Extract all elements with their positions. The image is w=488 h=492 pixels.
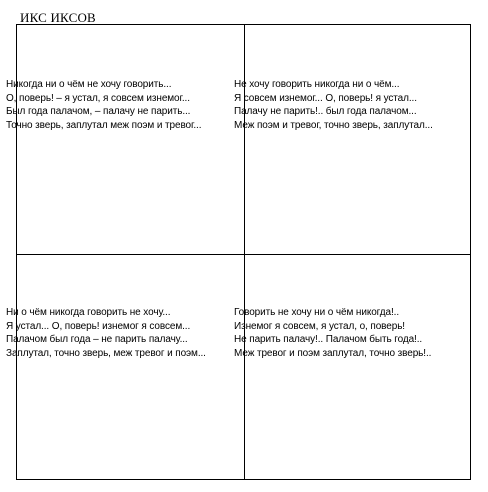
stanza-line: Точно зверь, заплутал меж поэм и тревог...: [6, 119, 202, 131]
stanza-bottom-right: [234, 306, 456, 406]
stanza-line: Палачом был года – не парить палачу...: [6, 334, 188, 345]
page-title: ИКС ИКСОВ: [20, 10, 96, 25]
stanza-line: Меж поэм и тревог, точно зверь, заплутал...: [234, 119, 433, 131]
stanza-line: Никогда ни о чём не хочу говорить...: [6, 79, 172, 90]
stanza-line: Палачу не парить!.. был года палачом...: [234, 106, 417, 117]
stanza-line: О, поверь! – я устал, я совсем изнемог...: [6, 92, 190, 104]
stanza-line: Изнемог я совсем, я устал, о, поверь!: [234, 320, 405, 332]
stanza-line: Меж тревог и поэм заплутал, точно зверь!..: [234, 347, 432, 359]
stanza-top-left: [6, 78, 228, 178]
stanza-line: Говорить не хочу ни о чём никогда!..: [234, 307, 400, 318]
stanza-line: Не хочу говорить никогда ни о чём...: [234, 79, 400, 90]
stanza-line: Я совсем изнемог... О, поверь! я устал...: [234, 92, 417, 104]
stanza-line: Не парить палачу!.. Палачом быть года!..: [234, 334, 423, 345]
stanza-line: Ни о чём никогда говорить не хочу...: [6, 307, 171, 318]
stanza-line: Я устал... О, поверь! изнемог я совсем...: [6, 320, 191, 332]
stanza-line: Был года палачом, – палачу не парить...: [6, 106, 191, 117]
stanza-line: Заплутал, точно зверь, меж тревог и поэм...: [6, 347, 206, 359]
horizontal-divider: [17, 254, 470, 255]
stanza-top-right: [234, 78, 456, 178]
stanza-bottom-left: [6, 306, 228, 406]
